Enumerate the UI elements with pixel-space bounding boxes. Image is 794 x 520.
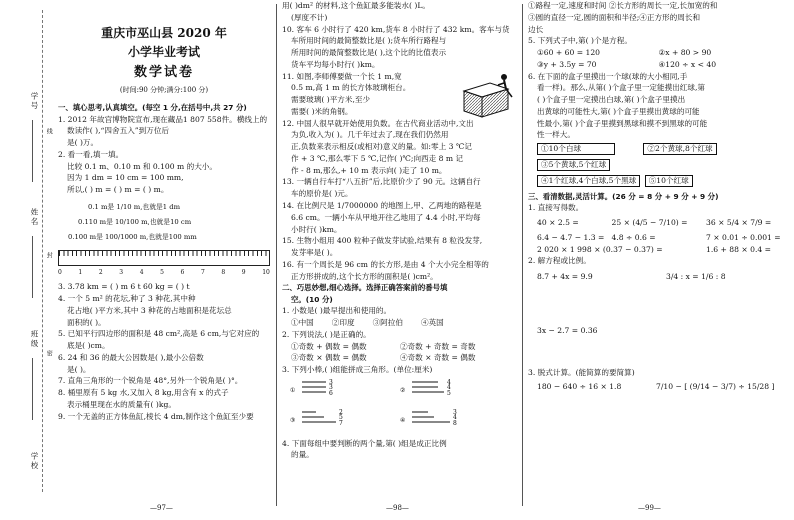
- question-15: 15. 生物小组用 400 粒种子做发芽试验,结果有 8 粒没发芽,: [282, 236, 483, 246]
- stick-length: 3: [329, 383, 333, 391]
- choice-5-options: [528, 47, 790, 59]
- section-2-heading: 二、巧思妙想,细心选择。选择正确答案前的番号填: [282, 283, 448, 293]
- choice-3: 3. 下列小棒,( )组能拼成三角形。(单位:厘米): [282, 365, 433, 375]
- label-student-id: 学号: [30, 92, 39, 111]
- option: ①中国: [291, 318, 314, 328]
- choice-4: 4. 下面每组中要判断的两个量,第( )组是成正比例: [282, 438, 447, 448]
- question-10-line: 货车平均每小时行( )km。: [291, 59, 380, 69]
- question-10-line: 所用时间的最简整数比是( ),这个比的比值表示: [291, 48, 447, 58]
- cut-line: [42, 10, 43, 492]
- ruler-num: 2: [98, 269, 103, 276]
- ruler-label: 0.100 m是 100/1000 m,也就是100 mm: [68, 233, 197, 241]
- choice-6-line: 性最小,第( )个盒子里摸到黑球和摸不到黑球的可能: [537, 118, 708, 128]
- question-3: 3. 3.78 km = ( ) m 6 t 60 kg = ( ) t: [58, 282, 190, 292]
- page-97: [58, 0, 270, 512]
- question-12-line: 作 + 3 ℃,那么零下 5 ℃,记作( )℃;向西走 8 m 记: [291, 153, 464, 163]
- question-16-line: 正方形拼成的,这个长方形的面积是( )cm²。: [291, 271, 438, 281]
- exam-title-region: 重庆市巫山县 2020 年: [101, 26, 227, 40]
- ruler-num: 3: [119, 269, 124, 276]
- question-11-block: [282, 71, 518, 118]
- expression-row: [528, 381, 790, 393]
- question-6: 6. 24 和 36 的最大公因数是( ),最小公倍数: [58, 352, 204, 362]
- name-line: [32, 236, 33, 298]
- label-class: 班级: [30, 330, 39, 349]
- cut-mark: 封: [45, 252, 53, 258]
- stick-length: 3: [453, 408, 457, 416]
- answer-space: [528, 337, 790, 367]
- ruler-ticks: [58, 250, 270, 266]
- option: ①60 + 60 = 120: [537, 48, 601, 58]
- calc-row: [528, 217, 790, 229]
- question-9-note: (厚度不计): [291, 12, 328, 22]
- ruler-label: 0.110 m是 10/100 m,也就是10 cm: [78, 218, 192, 226]
- ball-box: ①10个白球: [537, 143, 615, 155]
- page-number: —98—: [386, 504, 409, 513]
- question-5-line: 底是( )cm。: [67, 341, 110, 351]
- choice-4-line: 的量。: [291, 450, 314, 460]
- choice-6-line: ( )个盒子里一定摸出白球,第( )个盒子里摸出: [537, 95, 686, 105]
- section-1-heading: 一、填心思考,认真填空。(每空 1 分,在括号中,共 27 分): [58, 103, 247, 113]
- cut-mark: 线: [45, 128, 53, 134]
- choice-5: 5. 下列式子中,第( )个是方程。: [528, 36, 632, 46]
- calc-3-heading: 3. 脱式计算。(能简算的要简算): [528, 367, 635, 377]
- ball-box: ⑤10个红球: [645, 175, 693, 187]
- stick-label: ①: [290, 386, 296, 394]
- ruler-num: 0: [58, 269, 62, 276]
- question-14: 14. 在比例尺是 1/7000000 的地图上,甲、乙两地的路程是: [282, 201, 482, 211]
- equation: 3x − 2.7 = 0.36: [537, 325, 598, 335]
- question-12-line: 为负,收入为( )。几千年过去了,现在我们仍然用: [291, 130, 449, 140]
- question-4: 4. 一个 5 m² 的花坛,种了 3 种花,其中种: [58, 294, 196, 304]
- ruler-num: 8: [221, 269, 226, 276]
- option: ①奇数 + 偶数 = 偶数: [291, 341, 367, 351]
- ruler-num: 1: [78, 269, 83, 276]
- calc-row: [528, 244, 790, 256]
- ruler-num: 4: [139, 269, 144, 276]
- question-11-line: 需要( )米的角钢。: [291, 106, 353, 116]
- option: ③y + 3.5y = 70: [537, 59, 597, 69]
- question-16: 16. 有一个周长是 96 cm 的长方形,是由 4 个大小完全相等的: [282, 259, 489, 269]
- choice-6: 6. 在下面的盒子里摸出一个球(球的大小相同,手: [528, 71, 688, 81]
- choice-6-line: 出黄球的可能性大,第( )个盒子里摸出黄球的可能: [537, 106, 700, 116]
- ruler-num: 5: [160, 269, 164, 276]
- exam-subject: 数学试卷: [133, 65, 194, 81]
- option: ④奇数 × 奇数 = 偶数: [399, 353, 476, 363]
- choice-2-options: [282, 352, 518, 364]
- ruler-numbers: [58, 268, 270, 277]
- stick-length: 6: [329, 389, 333, 397]
- question-13-line: 车的原价是( )元。: [291, 189, 353, 199]
- question-7: 7. 直角三角形的一个锐角是 48°,另外一个锐角是( )°。: [58, 376, 243, 386]
- calc-item: 25 × (4/5 − 7/10) =: [611, 218, 688, 227]
- stick-length: 8: [453, 419, 457, 427]
- student-id-line: [32, 120, 33, 182]
- equation: 3/4 : x = 1/6 : 8: [666, 272, 726, 282]
- class-line: [32, 358, 33, 420]
- page-number: —97—: [150, 504, 173, 513]
- question-9-cont: 用( )dm² 的材料,这个鱼缸最多能装水( )L。: [282, 1, 430, 10]
- section-2-heading-cont: 空。(10 分): [291, 294, 333, 304]
- question-1: 1. 2012 年故宫博物院宣布,现在藏品1 807 558件。横线上的: [58, 114, 268, 124]
- stick-length: 5: [447, 389, 451, 397]
- question-2-line: 所以,( ) m = ( ) m = ( ) m。: [67, 185, 169, 195]
- label-name: 姓名: [30, 208, 39, 227]
- expression: 7/10 − [ (9/14 − 3/7) ÷ 15/28 ]: [656, 382, 775, 392]
- option: ②x + 80 > 90: [658, 48, 712, 58]
- question-12-line: 作 - 8 m,那么,+ 10 m 表示向( )走了 10 m。: [291, 165, 447, 175]
- label-school: 学校: [30, 452, 39, 471]
- option: ③阿拉伯: [372, 318, 403, 328]
- choice-2-options: [282, 341, 518, 353]
- ruler-figure: [58, 202, 270, 266]
- question-12-line: 正,负数来表示相反(或相对)意义的量。如:零上 3 ℃记: [291, 142, 472, 152]
- ruler-num: 6: [180, 269, 185, 276]
- question-2: 2. 看一看,填一填。: [58, 149, 124, 159]
- option: ②印度: [331, 318, 355, 328]
- calc-item: 4.8 ÷ 0.6 =: [611, 232, 656, 242]
- question-10: 10. 客车 6 小时行了 420 km,货车 8 小时行了 432 km。客车与货: [282, 24, 510, 34]
- choice-4-options: 边长: [528, 24, 544, 34]
- question-4-line: 面积的( )。: [67, 317, 106, 327]
- calc-item: 7 × 0.01 ÷ 0.001 =: [706, 232, 781, 242]
- equation-row: [528, 271, 790, 283]
- question-8-line: 表示桶里现在水的质量有( )kg。: [67, 399, 176, 409]
- question-14-line: 小时行( )km。: [291, 224, 342, 234]
- exam-title: 小学毕业考试: [127, 44, 200, 59]
- question-14-line: 6.6 cm。一辆小车从甲地开往乙地用了 4.4 小时,平均每: [291, 212, 481, 222]
- choice-4-options: ①路程一定,速度和时间 ②长方形的周长一定,长加宽的和: [528, 1, 718, 10]
- stick-length: 7: [339, 419, 343, 427]
- calc-item: 40 × 2.5 =: [537, 218, 579, 227]
- sticks-figure: [282, 376, 512, 434]
- choice-1: 1. 小数是( )最早提出和使用的。: [282, 306, 392, 316]
- stick-length: 4: [447, 383, 451, 391]
- choice-5-options: [528, 59, 790, 71]
- calc-1-heading: 1. 直接写得数。: [528, 203, 584, 213]
- answer-space: [528, 283, 790, 325]
- stick-length: 4: [453, 413, 457, 421]
- question-12: 12. 中国人很早就开始使用负数。在古代商业活动中,文出: [282, 118, 474, 128]
- calc-2-heading: 2. 解方程或比例。: [528, 256, 591, 266]
- ball-box: ③5个黄球,5个红球: [537, 159, 610, 171]
- binding-strip: [2, 0, 54, 512]
- calc-item: 1.6 + 88 × 0.4 =: [706, 244, 771, 254]
- question-10-line: 车所用时间的最简整数比是( );货车所行路程与: [291, 36, 447, 46]
- question-5: 5. 已知平行四边形的面积是 48 cm²,高是 6 cm,与它对应的: [58, 329, 260, 339]
- calc-item: 2 020 × 1 998 × (0.37 − 0.37) =: [537, 244, 663, 254]
- stick-label: ④: [400, 416, 406, 424]
- cut-mark: 密: [45, 350, 53, 356]
- question-15-line: 发芽率是( )。: [291, 248, 338, 258]
- stick-length: 4: [447, 378, 451, 386]
- question-13: 13. 一辆自行车打“八五折”后,比原价少了 90 元。这辆自行: [282, 177, 481, 187]
- stick-label: ③: [290, 416, 296, 424]
- choice-6-line: 性一样大。: [537, 130, 575, 140]
- expression: 180 − 640 ÷ 16 × 1.8: [537, 382, 622, 392]
- question-11-line: 0.5 m,高 1 m 的长方体玻璃柜台。: [291, 83, 411, 93]
- question-9: 9. 一个无盖的正方体鱼缸,棱长 4 dm,制作这个鱼缸至少要: [58, 411, 254, 421]
- choice-2: 2. 下列说法,( )是正确的。: [282, 329, 371, 339]
- question-1-line: 是( )万。: [67, 138, 99, 148]
- ball-box: ②2个黄球,8个红球: [643, 143, 716, 155]
- ball-box: ④1个红球,4个白球,5个黑球: [537, 175, 640, 187]
- choice-6-line: 看一样)。那么,从第( )个盒子里一定能摸出红球,第: [537, 83, 706, 93]
- option: ④英国: [420, 318, 444, 328]
- column-divider: [522, 4, 523, 506]
- page-99: [528, 0, 790, 512]
- ruler-num: 9: [241, 269, 246, 276]
- question-6-line: 是( )。: [67, 364, 91, 374]
- ball-boxes: [528, 143, 790, 187]
- stick-label: ②: [400, 386, 406, 394]
- question-11-line: 需要玻璃( )平方米,至少: [291, 95, 371, 105]
- stick-length: 5: [339, 413, 343, 421]
- exam-time-info: (时间:90 分钟;满分:100 分): [119, 86, 209, 95]
- choice-4-options: ③圆的直径一定,圆的面积和半径;④正方形的周长和: [528, 12, 701, 22]
- calc-item: 6.4 − 4.7 − 1.3 =: [537, 232, 605, 242]
- question-2-line: 因为 1 dm = 10 cm = 100 mm,: [67, 173, 184, 183]
- calc-row: [528, 232, 790, 244]
- equation: 8.7 + 4x = 9.9: [537, 272, 593, 282]
- column-divider: [276, 4, 277, 506]
- question-2-line: 比较 0.1 m、0.10 m 和 0.100 m 的大小。: [67, 161, 217, 171]
- calc-item: 36 × 5/4 × 7/9 =: [706, 218, 772, 227]
- glass-counter-figure: [460, 73, 516, 119]
- option: ③奇数 × 偶数 = 偶数: [291, 353, 367, 363]
- option: ②奇数 + 奇数 = 奇数: [399, 341, 476, 351]
- page-number: —99—: [638, 504, 661, 513]
- choice-1-options: [282, 317, 518, 329]
- question-4-line: 花占地( )平方米,其中 3 种花的占地面积是花坛总: [67, 305, 232, 315]
- question-11: 11. 如图,李师傅要做一个长 1 m,宽: [282, 71, 402, 81]
- stick-length: 3: [329, 378, 333, 386]
- section-3-heading: 三、看清数据,灵活计算。(26 分 = 8 分 + 9 分 + 9 分): [528, 191, 719, 201]
- page-98: [282, 0, 518, 512]
- stick-length: 2: [339, 408, 343, 416]
- option: ④120 ÷ x < 40: [658, 59, 717, 69]
- question-1-line: 数读作( ),“四舍五入”到万位后: [67, 126, 170, 136]
- ruler-num: 7: [200, 269, 205, 276]
- ruler-label: 0.1 m是 1/10 m,也就是1 dm: [88, 203, 181, 211]
- question-8: 8. 桶里原有 5 kg 水,又加入 8 kg,用含有 x 的式子: [58, 388, 229, 398]
- ruler-num: 10: [262, 269, 270, 276]
